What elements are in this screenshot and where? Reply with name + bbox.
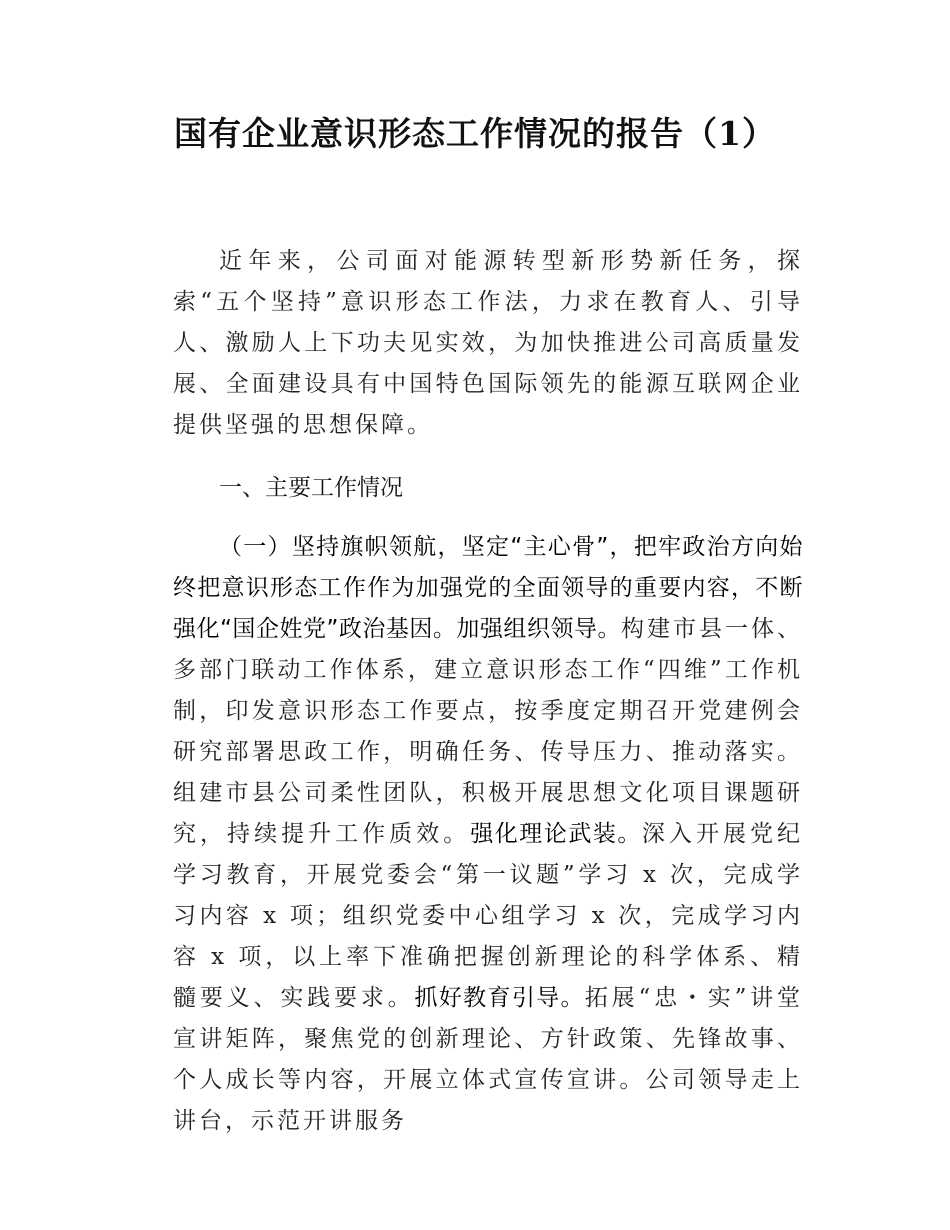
section-heading: 一、主要工作情况: [219, 475, 403, 501]
item-text-organization: 构建市县一体、多部门联动工作体系，建立意识形态工作“四维”工作机制，印发意识形态工作要点，按季度定期召开党建例会研究部署思政工作，明确任务、传导压力、推动落实。组建市县公司柔性团队，积极开展思想文化项目课题研究，持续提升工作质效。: [173, 616, 804, 847]
item-label-organization: 加强组织领导。: [456, 616, 621, 642]
item-label-theory: 强化理论武装。: [470, 821, 642, 847]
subsection-paragraph: [173, 527, 803, 1142]
item-text-theory: 深入开展党纪学习教育，开展党委会“第一议题”学习 x 次，完成学习内容 x 项；组织党委中心组学习 x 次，完成学习内容 x 项，以上率下准确把握创新理论的科学体系、精髓要义、实践要求。: [173, 821, 804, 1011]
item-label-education: 抓好教育引导。: [414, 985, 585, 1011]
subsection-heading: （一）坚持旗帜领航，坚定“主心骨”，把牢政治方向始终把意识形态工作作为加强党的全面领导的重要内容，不断强化“国企姓党”政治基因。: [173, 534, 803, 642]
item-text-education: 拓展“忠・实”讲堂宣讲矩阵，聚焦党的创新理论、方针政策、先锋故事、个人成长等内容，开展立体式宣传宣讲。公司领导走上讲台，示范开讲服务: [173, 985, 804, 1134]
intro-paragraph: 近年来，公司面对能源转型新形势新任务，探索“五个坚持”意识形态工作法，力求在教育人、引导人、激励人上下功夫见实效，为加快推进公司高质量发展、全面建设具有中国特色国际领先的能源互联网企业提供坚强的思想保障。: [173, 248, 803, 438]
document-title: 国有企业意识形态工作情况的报告（1）: [174, 114, 776, 153]
